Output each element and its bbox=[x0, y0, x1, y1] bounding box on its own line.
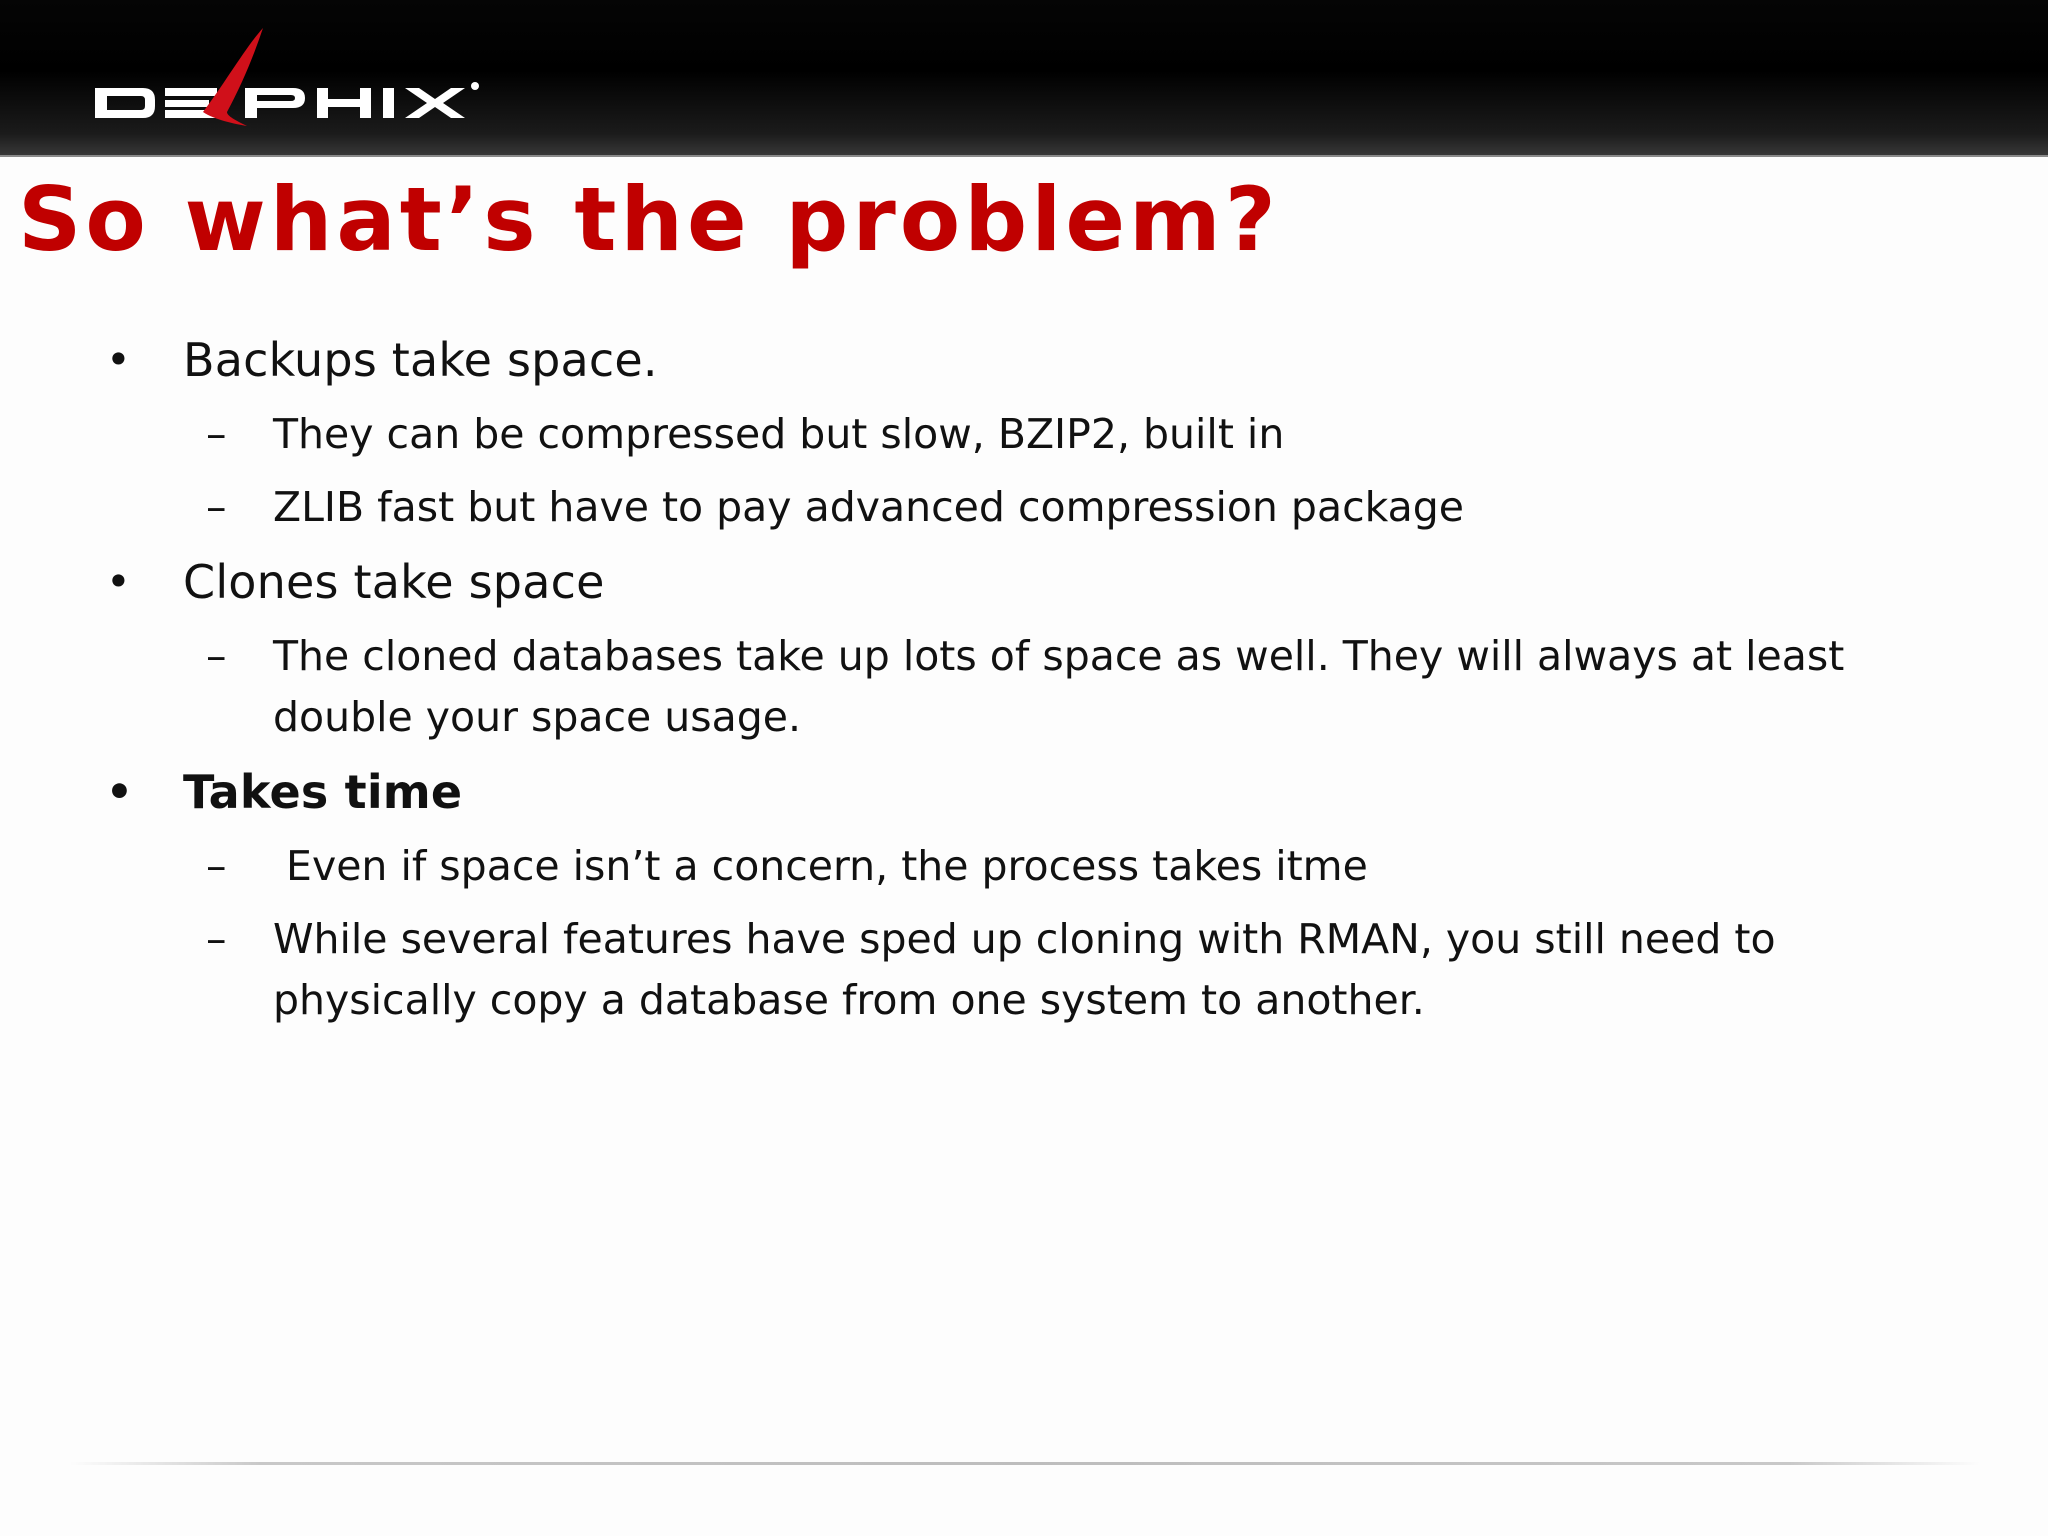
sub-bullet-item bbox=[0, 626, 2048, 748]
bullet-marker: • bbox=[106, 335, 131, 384]
sub-bullet-item bbox=[0, 404, 2048, 465]
bullet-marker: • bbox=[106, 767, 134, 816]
bullet-item bbox=[0, 762, 2048, 822]
sub-bullet-item bbox=[0, 477, 2048, 538]
sub-bullet-text: The cloned databases take up lots of space as well. They will always at least double your space usage. bbox=[273, 632, 1845, 741]
bullet-item bbox=[0, 330, 2048, 390]
sub-bullet-text: They can be compressed but slow, BZIP2, built in bbox=[273, 410, 1285, 458]
bullet-marker: • bbox=[106, 557, 131, 606]
bullet-list bbox=[0, 330, 2048, 1043]
bullet-item bbox=[0, 552, 2048, 612]
slide-title: So what’s the problem? bbox=[18, 168, 1280, 271]
dash-marker: – bbox=[206, 410, 227, 458]
dash-marker: – bbox=[206, 842, 227, 890]
sub-bullet-text: ZLIB fast but have to pay advanced compression package bbox=[273, 483, 1465, 531]
sub-bullet-item bbox=[0, 836, 2048, 897]
footer-divider bbox=[70, 1462, 1980, 1465]
dash-marker: – bbox=[206, 483, 227, 531]
delphix-logo bbox=[95, 28, 515, 138]
bullet-text: Takes time bbox=[183, 765, 463, 819]
bullet-text: Clones take space bbox=[183, 555, 605, 609]
dash-marker: – bbox=[206, 632, 227, 680]
sub-bullet-item bbox=[0, 909, 2048, 1031]
sub-bullet-text: While several features have sped up cloning with RMAN, you still need to physically copy a database from one system to another. bbox=[273, 915, 1776, 1024]
dash-marker: – bbox=[206, 915, 227, 963]
bullet-text: Backups take space. bbox=[183, 333, 658, 387]
sub-bullet-text: Even if space isn’t a concern, the process takes itme bbox=[273, 842, 1368, 890]
header-bar bbox=[0, 0, 2048, 157]
